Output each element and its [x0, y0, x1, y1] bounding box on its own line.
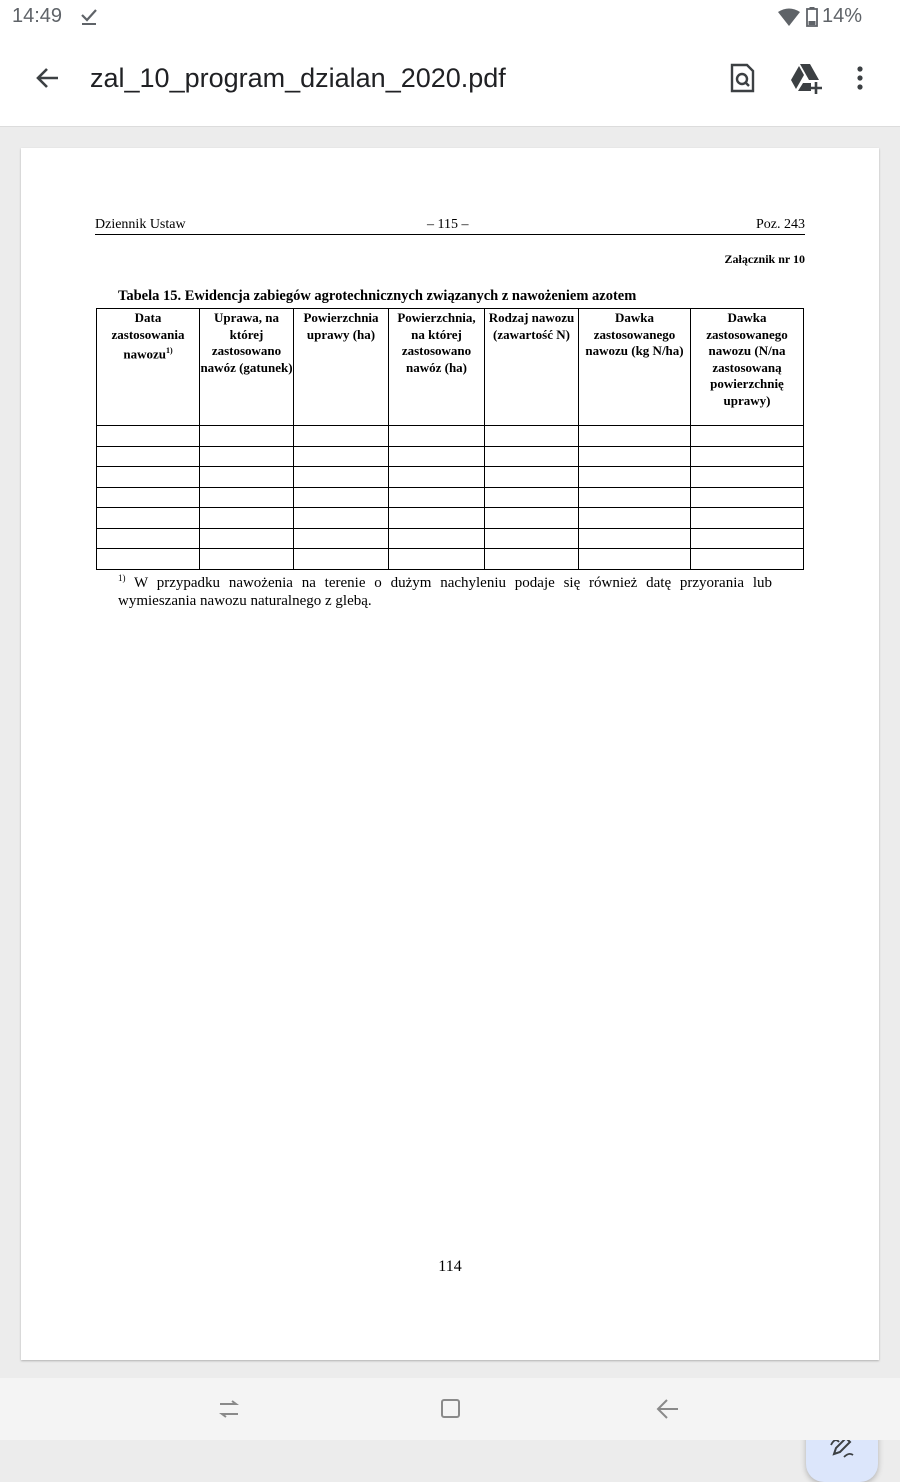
table-cell — [485, 426, 579, 447]
table-cell — [294, 528, 389, 549]
column-header: Dawka zastosowanego nawozu (kg N/ha) — [579, 309, 691, 426]
arrow-back-icon — [30, 60, 66, 96]
table-row — [97, 549, 804, 570]
table-cell — [97, 508, 200, 529]
find-in-document-button[interactable] — [722, 58, 762, 98]
table-cell — [200, 487, 294, 508]
records-table — [96, 308, 804, 570]
page-number: 114 — [438, 1258, 462, 1275]
pdf-page — [21, 148, 879, 1360]
footnote-text: W przypadku nawożenia na terenie o dużym nachyleniu podaje się również datę przyorania lub wymieszania nawozu naturalnego z glebą. — [118, 575, 772, 609]
table-cell — [389, 467, 485, 488]
table-row — [97, 508, 804, 529]
table-cell — [691, 508, 804, 529]
table-cell — [97, 487, 200, 508]
table-cell — [579, 508, 691, 529]
back-triangle-icon — [654, 1396, 684, 1422]
system-back-button[interactable] — [654, 1396, 684, 1422]
table-cell — [485, 446, 579, 467]
page-header — [95, 216, 805, 235]
wifi-icon — [778, 8, 800, 26]
column-header: Powierzchnia, na której zastosowano nawóz (ha) — [389, 309, 485, 426]
recents-icon — [214, 1396, 244, 1422]
table-cell — [485, 487, 579, 508]
table-cell — [579, 549, 691, 570]
table-cell — [579, 467, 691, 488]
header-position: Poz. 243 — [756, 217, 805, 232]
header-journal: Dziennik Ustaw — [95, 217, 186, 232]
more-vert-icon — [840, 58, 880, 98]
find-in-page-icon — [722, 58, 762, 98]
table-cell — [294, 446, 389, 467]
add-to-drive-icon — [786, 58, 826, 98]
table-caption: Tabela 15. Ewidencja zabiegów agrotechnicznych związanych z nawożeniem azotem — [118, 288, 637, 304]
table-header-row — [97, 309, 804, 426]
table-cell — [200, 446, 294, 467]
table-cell — [389, 508, 485, 529]
table-cell — [691, 446, 804, 467]
table-cell — [691, 549, 804, 570]
column-header: Uprawa, na której zastosowano nawóz (gatunek) — [200, 309, 294, 426]
table-cell — [579, 487, 691, 508]
table-row — [97, 467, 804, 488]
table-row — [97, 528, 804, 549]
table-cell — [389, 446, 485, 467]
footnote-mark: 1) — [118, 573, 126, 583]
table-cell — [485, 508, 579, 529]
table-cell — [97, 426, 200, 447]
table-cell — [485, 549, 579, 570]
table-cell — [691, 426, 804, 447]
add-to-drive-button[interactable] — [786, 58, 826, 98]
table-cell — [691, 528, 804, 549]
table-cell — [389, 549, 485, 570]
table-cell — [200, 467, 294, 488]
table-cell — [389, 528, 485, 549]
table-cell — [579, 528, 691, 549]
table-cell — [294, 467, 389, 488]
table-cell — [97, 528, 200, 549]
table-row — [97, 446, 804, 467]
table-cell — [294, 426, 389, 447]
battery-icon — [806, 7, 818, 27]
table-cell — [294, 549, 389, 570]
footnote — [118, 569, 772, 610]
table-cell — [691, 487, 804, 508]
table-cell — [485, 528, 579, 549]
table-cell — [200, 426, 294, 447]
table-cell — [200, 508, 294, 529]
recent-apps-button[interactable] — [214, 1396, 244, 1422]
table-cell — [97, 446, 200, 467]
table-cell — [485, 467, 579, 488]
table-row — [97, 426, 804, 447]
column-header: Powierzchnia uprawy (ha) — [294, 309, 389, 426]
table-cell — [200, 528, 294, 549]
table-cell — [389, 426, 485, 447]
table-cell — [294, 508, 389, 529]
status-time: 14:49 — [12, 5, 63, 27]
table-cell — [200, 549, 294, 570]
home-button[interactable] — [436, 1396, 466, 1422]
app-bar — [0, 34, 900, 127]
navigation-bar — [0, 1378, 900, 1440]
battery-percent: 14% — [821, 5, 862, 27]
status-bar — [0, 0, 900, 34]
header-page: – 115 – — [427, 217, 469, 232]
table-cell — [389, 487, 485, 508]
table-cell — [579, 426, 691, 447]
table-cell — [97, 549, 200, 570]
pdf-viewer[interactable] — [0, 127, 900, 1377]
annex-label: Załącznik nr 10 — [724, 252, 805, 266]
table-cell — [691, 467, 804, 488]
table-cell — [294, 487, 389, 508]
table-row — [97, 487, 804, 508]
table-cell — [579, 446, 691, 467]
column-header: Rodzaj nawozu (zawartość N) — [485, 309, 579, 426]
back-button[interactable] — [30, 60, 66, 96]
table-cell — [97, 467, 200, 488]
home-icon — [436, 1396, 466, 1422]
document-title: zal_10_program_dzialan_2020.pdf — [90, 63, 506, 93]
column-header: Data zastosowania nawozu$^{1)}$ — [97, 309, 200, 426]
more-options-button[interactable] — [840, 58, 880, 98]
download-done-icon — [80, 6, 98, 26]
column-header: Dawka zastosowanego nawozu (N/na zastosowaną powierzchnię uprawy) — [691, 309, 804, 426]
